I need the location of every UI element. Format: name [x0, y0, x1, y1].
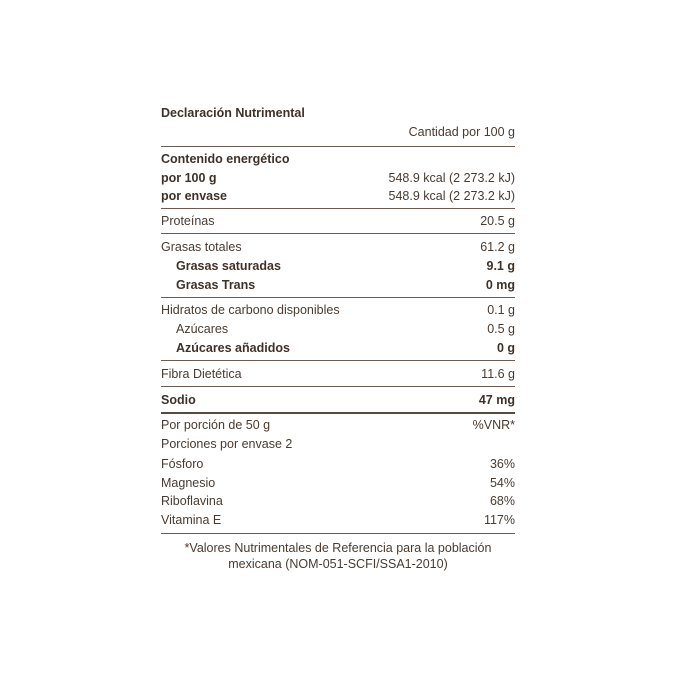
energy-per100-row — [161, 169, 515, 187]
sodium-value: 47 mg — [478, 393, 515, 407]
vitamin-value: 36% — [489, 457, 515, 471]
vitamin-label: Magnesio — [161, 476, 216, 490]
quantity-header: Cantidad por 100 g — [408, 125, 515, 139]
fat-label: Grasas totales — [161, 240, 242, 254]
vitamin-row — [161, 492, 515, 510]
servings-row — [161, 435, 515, 453]
divider — [161, 386, 515, 387]
energy-perpack-row — [161, 187, 515, 205]
vitamin-value: 117% — [483, 513, 515, 527]
energy-heading-row — [161, 150, 515, 168]
footnote-line: mexicana (NOM-051-SCFI/SSA1-2010) — [228, 557, 448, 571]
sat-fat-value: 9.1 g — [486, 259, 515, 273]
vitamin-row — [161, 511, 515, 529]
divider — [161, 297, 515, 298]
sat-fat-label: Grasas saturadas — [176, 259, 281, 273]
vitamin-value: 68% — [489, 494, 515, 508]
vitamin-label: Fósforo — [161, 457, 204, 471]
footnote-line: *Valores Nutrimentales de Referencia para la población — [184, 541, 492, 555]
energy-heading: Contenido energético — [161, 152, 290, 166]
divider — [161, 412, 515, 414]
energy-perpack-value: 548.9 kcal (2 273.2 kJ) — [388, 189, 515, 203]
sugars-row — [161, 320, 515, 338]
sugars-label: Azúcares — [176, 322, 229, 336]
divider — [161, 208, 515, 209]
energy-per100-label: por 100 g — [161, 171, 217, 185]
portion-label: Por porción de 50 g — [161, 418, 271, 432]
sugars-value: 0.5 g — [487, 322, 515, 336]
vnr-header: %VNR* — [472, 418, 515, 432]
energy-perpack-label: por envase — [161, 189, 228, 203]
added-sugars-label: Azúcares añadidos — [176, 341, 290, 355]
divider — [161, 533, 515, 534]
divider — [161, 146, 515, 147]
trans-fat-label: Grasas Trans — [176, 278, 256, 292]
protein-row — [161, 212, 515, 230]
divider — [161, 360, 515, 361]
carbs-label: Hidratos de carbono disponibles — [161, 303, 340, 317]
protein-label: Proteínas — [161, 214, 215, 228]
trans-fat-row — [161, 276, 515, 294]
label-title: Declaración Nutrimental — [161, 106, 305, 120]
servings-label: Porciones por envase 2 — [161, 437, 293, 451]
vitamin-label: Vitamina E — [161, 513, 222, 527]
carbs-value: 0.1 g — [487, 303, 515, 317]
added-sugars-row — [161, 339, 515, 357]
carbs-row — [161, 301, 515, 319]
fat-row — [161, 238, 515, 256]
protein-value: 20.5 g — [480, 214, 515, 228]
energy-per100-value: 548.9 kcal (2 273.2 kJ) — [388, 171, 515, 185]
fat-value: 61.2 g — [480, 240, 515, 254]
quantity-header-row — [161, 123, 515, 141]
fiber-row — [161, 365, 515, 383]
added-sugars-value: 0 g — [496, 341, 515, 355]
vitamin-label: Riboflavina — [161, 494, 223, 508]
vitamin-row — [161, 474, 515, 492]
footnote — [141, 540, 535, 572]
sodium-label: Sodio — [161, 393, 196, 407]
portion-row — [161, 416, 515, 434]
divider — [161, 233, 515, 234]
trans-fat-value: 0 mg — [485, 278, 515, 292]
vitamin-value: 54% — [489, 476, 515, 490]
vitamin-row — [161, 455, 515, 473]
sat-fat-row — [161, 257, 515, 275]
fiber-label: Fibra Dietética — [161, 367, 242, 381]
fiber-value: 11.6 g — [481, 367, 515, 381]
sodium-row — [161, 391, 515, 409]
